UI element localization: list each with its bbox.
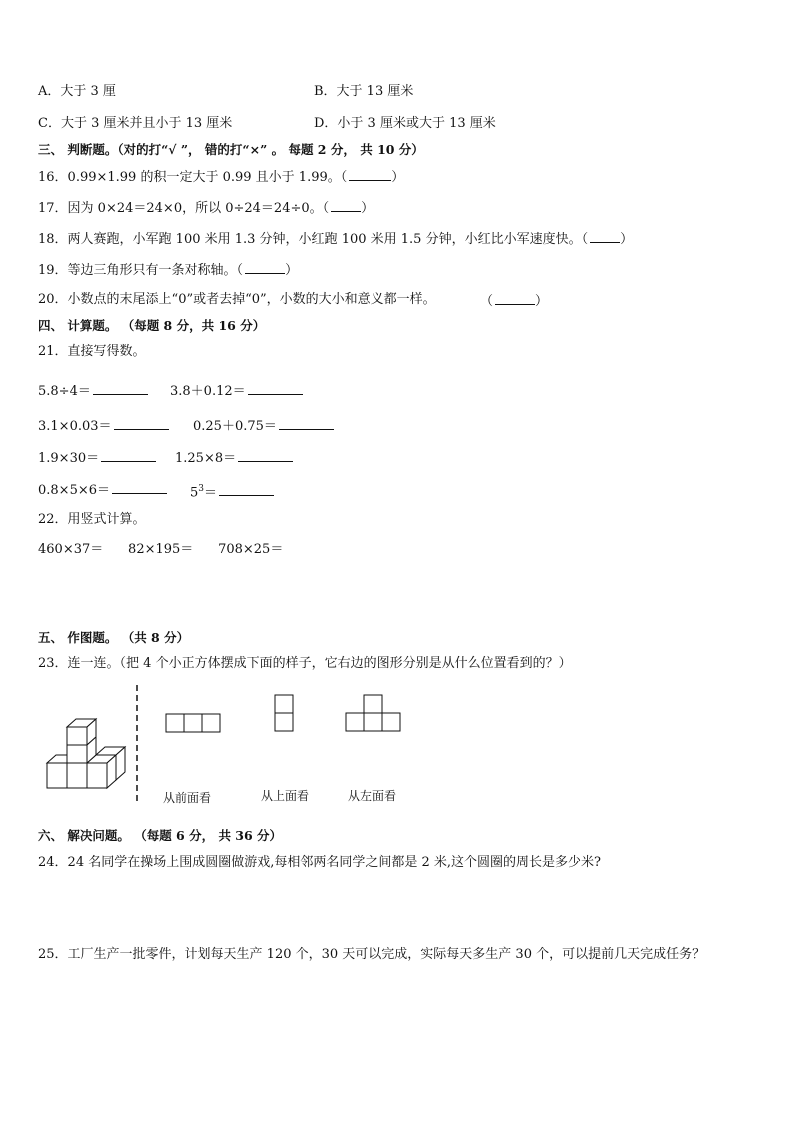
section4-title: 四、 计算题。 （每题 8 分，共 16 分） [38, 318, 266, 333]
calc-row4-a [38, 481, 167, 499]
vertical-calc-list: 460×37＝ 82×195＝ 708×25＝ [38, 542, 284, 557]
view-square [364, 713, 382, 731]
question-16 [38, 168, 404, 186]
question-24: 24．24 名同学在操场上围成圆圈做游戏,每相邻两名同学之间都是 2 米,这个圆圈的周长是多少米? [38, 855, 601, 870]
calc-blank[interactable] [219, 483, 274, 496]
calc-expr: 5.8÷4＝ [38, 384, 91, 399]
view-square [202, 714, 220, 732]
cube-front-face [47, 763, 67, 788]
label-top-view[interactable]: 从上面看 [261, 789, 310, 803]
paren-open: （ [581, 232, 589, 247]
cube-front-face [67, 727, 87, 745]
question-20-text: 20．小数点的末尾添上“0”或者去掉“0”，小数的大小和意义都一样。 [38, 292, 436, 307]
calc-row2-b [193, 417, 334, 435]
option-a: A．大于 3 厘 [38, 84, 116, 99]
calc-blank[interactable] [112, 481, 167, 494]
view-square [346, 713, 364, 731]
section5-title: 五、 作图题。 （共 8 分） [38, 630, 190, 645]
calc-expr: 0.8×5×6＝ [38, 483, 111, 498]
calc-equals: ＝ [204, 485, 218, 501]
calc-exponent: 3 [198, 484, 205, 494]
calc-base: 5 [190, 485, 199, 501]
label-front-view[interactable]: 从前面看 [163, 791, 212, 805]
option-d: D．小于 3 厘米或大于 13 厘米 [314, 116, 496, 131]
paren-open: （ [480, 294, 494, 309]
option-b: B．大于 13 厘米 [314, 84, 414, 99]
calc-blank[interactable] [93, 382, 148, 395]
cube-front-face [67, 763, 87, 788]
calc-expr: 1.9×30＝ [38, 451, 100, 466]
answer-blank-18[interactable] [590, 230, 620, 243]
question-16-text: 16．0.99×1.99 的积一定大于 0.99 且小于 1.99。 [38, 170, 341, 185]
calc-row1-a [38, 382, 148, 400]
top-view-figure [274, 694, 296, 736]
question-22: 22．用竖式计算。 [38, 512, 146, 527]
question-20 [38, 292, 436, 308]
cube-stack-figure [40, 700, 130, 795]
view-square [166, 714, 184, 732]
calc-row1-b [170, 382, 303, 400]
paren-close: ） [620, 232, 634, 247]
question-19-text: 19．等边三角形只有一条对称轴。 [38, 263, 237, 278]
question-25: 25．工厂生产一批零件，计划每天生产 120 个，30 天可以完成，实际每天多生产 30 个，可以提前几天完成任务？ [38, 947, 706, 962]
question-17 [38, 199, 374, 217]
paren-open: （ [340, 170, 348, 185]
view-square [364, 695, 382, 713]
answer-blank-16[interactable] [349, 168, 391, 181]
question-23: 23．连一连。（把 4 个小正方体摆成下面的样子，它右边的图形分别是从什么位置看到的？） [38, 656, 572, 671]
calc-row4-b [190, 481, 274, 501]
calc-expr: 3.8＋0.12＝ [170, 384, 246, 399]
front-view-figure [165, 713, 223, 735]
dashed-divider [134, 685, 140, 805]
paren-close: ） [535, 294, 549, 309]
calc-expr: 0.25＋0.75＝ [193, 419, 277, 434]
question-19 [38, 261, 298, 279]
question-20-answer [480, 292, 548, 310]
section6-title: 六、 解决问题。 （每题 6 分， 共 36 分） [38, 828, 283, 843]
answer-blank-19[interactable] [245, 261, 285, 274]
view-square [275, 713, 293, 731]
paren-close: ） [391, 170, 405, 185]
calc-row3-b [175, 449, 293, 467]
calc-blank[interactable] [279, 417, 334, 430]
cube-front-face [87, 763, 107, 788]
question-18 [38, 230, 633, 248]
cube-front-face [67, 745, 87, 763]
calc-blank[interactable] [248, 382, 303, 395]
calc-blank[interactable] [114, 417, 169, 430]
calc-blank[interactable] [101, 449, 156, 462]
left-view-figure [345, 694, 405, 736]
paren-open: （ [236, 263, 244, 278]
paren-open: （ [322, 201, 330, 216]
question-21: 21．直接写得数。 [38, 344, 146, 359]
view-square [275, 695, 293, 713]
calc-blank[interactable] [238, 449, 293, 462]
question-17-text: 17．因为 0×24＝24×0，所以 0÷24＝24÷0。 [38, 201, 323, 216]
option-c: C．大于 3 厘米并且小于 13 厘米 [38, 116, 233, 131]
label-left-view[interactable]: 从左面看 [348, 789, 397, 803]
answer-blank-20[interactable] [495, 292, 535, 305]
section3-title: 三、 判断题。（对的打“√ ”， 错的打“×” 。 每题 2 分， 共 10 分） [38, 142, 424, 157]
question-18-text: 18．两人赛跑，小军跑 100 米用 1.3 分钟，小红跑 100 米用 1.5 分钟，小红比小军速度快。 [38, 232, 582, 247]
answer-blank-17[interactable] [331, 199, 361, 212]
view-square [184, 714, 202, 732]
paren-close: ） [361, 201, 375, 216]
calc-expr: 3.1×0.03＝ [38, 419, 112, 434]
calc-expr: 1.25×8＝ [175, 451, 237, 466]
view-square [382, 713, 400, 731]
calc-row2-a [38, 417, 169, 435]
paren-close: ） [285, 263, 299, 278]
calc-row3-a [38, 449, 156, 467]
